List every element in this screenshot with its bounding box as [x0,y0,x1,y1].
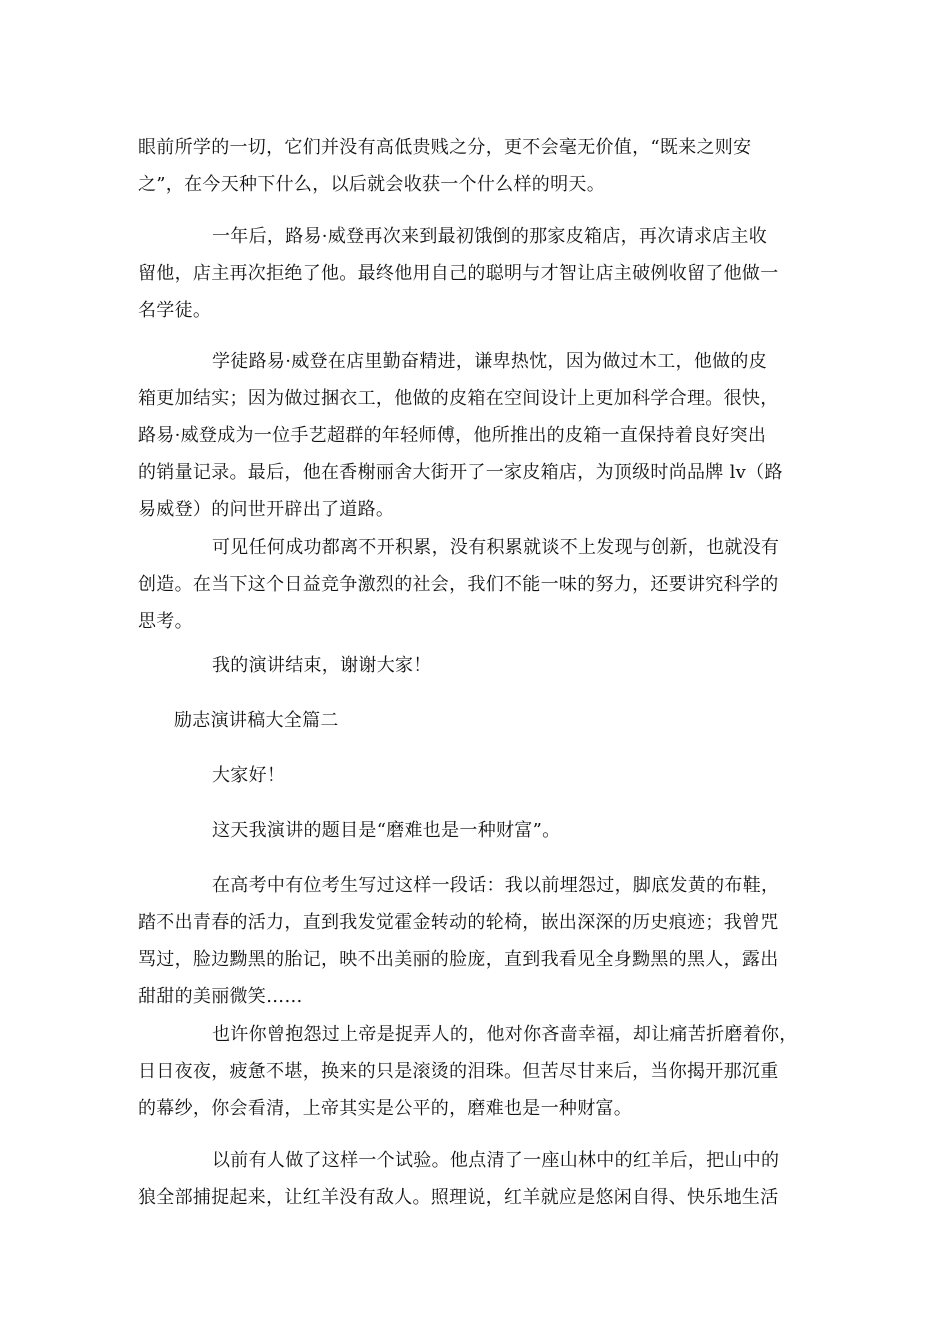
text-line: 眼前所学的一切，它们并没有高低贵贱之分，更不会毫无价值，“既来之则安 [138,137,752,158]
paragraph-greeting [138,757,810,794]
paragraph-experiment [138,1142,810,1216]
text-line: 这天我演讲的题目是“磨难也是一种财富”。 [212,820,561,841]
paragraph-closing [138,647,810,684]
paragraph-continuation [138,129,810,203]
text-line: 路易·威登成为一位手艺超群的年轻师傅，他所推出的皮箱一直保持着良好突出 [138,425,767,446]
paragraph-exam-quote [138,867,810,1015]
paragraph-hardship [138,1016,810,1127]
heading-text: 励志演讲稿大全篇二 [174,710,339,731]
text-line: 易威登）的问世开辟出了道路。 [138,499,395,520]
text-line: 在高考中有位考生写过这样一段话：我以前埋怨过，脚底发黄的布鞋， [212,875,780,896]
text-line: 甜甜的美丽微笑…… [138,986,303,1007]
text-line: 思考。 [138,611,193,632]
text-line: 名学徒。 [138,300,212,321]
text-line: 的幕纱，你会看清，上帝其实是公平的，磨难也是一种财富。 [138,1098,633,1119]
text-line: 学徒路易·威登在店里勤奋精进，谦卑热忱，因为做过木工，他做的皮 [212,351,768,372]
text-line: 创造。在当下这个日益竞争激烈的社会，我们不能一味的努力，还要讲究科学的 [138,574,779,595]
text-line: 留他，店主再次拒绝了他。最终他用自己的聪明与才智让店主破例收留了他做一 [138,263,779,284]
paragraph-conclusion [138,529,810,640]
paragraph-apprentice-request [138,218,810,329]
text-line: 箱更加结实；因为做过捆衣工，他做的皮箱在空间设计上更加科学合理。很快， [138,388,779,409]
section-heading [174,702,846,739]
text-line: 狼全部捕捉起来，让红羊没有敌人。照理说，红羊就应是悠闲自得、快乐地生活 [138,1187,779,1208]
text-line: 骂过，脸边黝黑的胎记，映不出美丽的脸庞，直到我看见全身黝黑的黑人，露出 [138,949,779,970]
text-line: 的销量记录。最后，他在香榭丽舍大街开了一家皮箱店，为顶级时尚品牌 lv（路 [138,462,783,483]
text-line: 也许你曾抱怨过上帝是捉弄人的，他对你吝啬幸福，却让痛苦折磨着你， [212,1024,798,1045]
text-line: 踏不出青春的活力，直到我发觉霍金转动的轮椅，嵌出深深的历史痕迹；我曾咒 [138,912,779,933]
text-line: 大家好！ [212,765,286,786]
text-line: 我的演讲结束，谢谢大家！ [212,655,432,676]
text-line: 日日夜夜，疲惫不堪，换来的只是滚烫的泪珠。但苦尽甘来后，当你揭开那沉重 [138,1061,779,1082]
text-line: 一年后，路易·威登再次来到最初饿倒的那家皮箱店，再次请求店主收 [212,226,768,247]
text-line: 以前有人做了这样一个试验。他点清了一座山林中的红羊后，把山中的 [212,1150,780,1171]
text-line: 之”，在今天种下什么，以后就会收获一个什么样的明天。 [138,174,605,195]
paragraph-topic [138,812,810,849]
paragraph-apprentice-success [138,343,810,528]
text-line: 可见任何成功都离不开积累，没有积累就谈不上发现与创新，也就没有 [212,537,780,558]
